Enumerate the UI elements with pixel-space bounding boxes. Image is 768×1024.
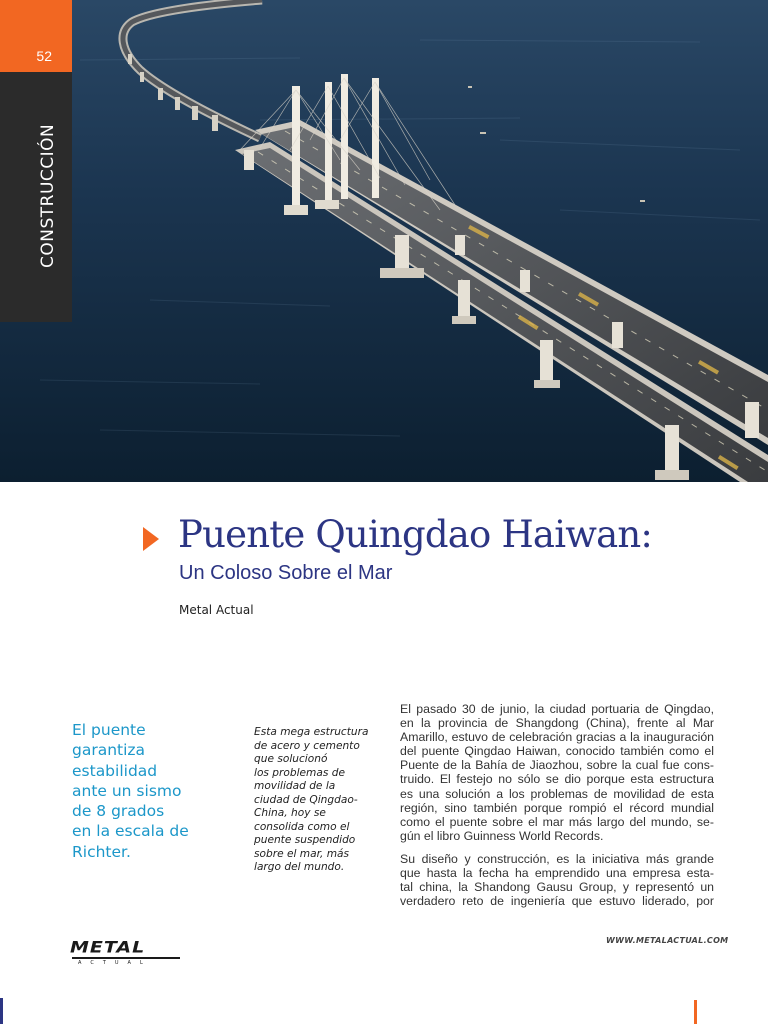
caption-line: sobre el mar, más: [254, 847, 350, 860]
caption-line: China, hoy se: [254, 807, 326, 819]
hero-photo: [0, 0, 768, 482]
metal-actual-logo: [70, 938, 182, 968]
caption-line: ciudad de Qingdao-: [254, 793, 358, 806]
body-line: región, sino también porque rompió el récord mundial: [400, 800, 714, 815]
caption-line: Esta mega estructura: [254, 726, 369, 738]
body-line: verdadero reto de ingeniería que estuvo liderado, por: [400, 894, 714, 909]
page-number: 52: [36, 48, 52, 64]
caption-line: que solucionó: [254, 753, 328, 765]
pull-quote-line: en la escala de: [72, 822, 189, 841]
caption-line: de acero y cemento: [254, 739, 360, 752]
caption-line: movilidad de la: [254, 780, 336, 792]
body-line: Puente de la Bahía de Jiaozhou, sobre la cual fue cons-: [400, 758, 714, 773]
page-number-tab: [0, 0, 72, 72]
body-line: como el puente sobre el mar más largo del mundo, se-: [400, 814, 714, 829]
caption-line: los problemas de: [254, 766, 345, 779]
logo-wordmark: METAL: [70, 938, 146, 957]
pull-quote: [72, 720, 212, 862]
paragraph-gap: [400, 843, 714, 852]
body-line: Amarillo, estuvo de celebración gracias a la inauguración: [400, 730, 714, 745]
caption-line: puente suspendido: [254, 834, 356, 846]
left-edge-mark: [0, 998, 3, 1024]
body-paragraph: [400, 852, 714, 908]
triangle-right-icon: [143, 527, 159, 551]
pull-quote-line: garantiza: [72, 741, 146, 760]
bridge-photo-illustration: [0, 0, 768, 482]
body-line: Su diseño y construcción, es la iniciativa más grande: [400, 851, 714, 866]
pull-quote-line: ante un sismo: [72, 781, 182, 800]
body-line: gún el libro Guinness World Records.: [400, 828, 604, 843]
pull-quote-line: estabilidad: [72, 761, 158, 780]
pull-quote-line: El puente: [72, 721, 146, 739]
body-line: truido. El festejo no sólo se dio porque esta estructura: [400, 772, 714, 787]
body-paragraph: [400, 702, 714, 843]
section-label: CONSTRUCCIÓN: [38, 123, 58, 268]
body-line: El pasado 30 de junio, la ciudad portuaria de Qingdao,: [400, 702, 714, 716]
article-title: Puente Quingdao Haiwan:: [178, 513, 653, 556]
pull-quote-line: de 8 grados: [72, 802, 165, 821]
body-line: es una solución a los problemas de movilidad de esta: [400, 786, 714, 801]
body-line: en la provincia de Shangdong (China), frente al Mar: [400, 716, 714, 731]
body-line: del puente Qingdao Haiwan, conocido también como el: [400, 744, 714, 759]
logo-underline: [72, 957, 180, 959]
article-body: [400, 702, 714, 908]
photo-caption: [254, 726, 379, 875]
caption-line: largo del mundo.: [254, 861, 345, 873]
body-line: que hasta la fecha ha emprendido una empresa esta-: [400, 866, 714, 881]
article-author: Metal Actual: [179, 603, 254, 617]
section-tab: [0, 72, 72, 322]
body-line: tal china, la Shandong Gausu Group, y representó un: [400, 880, 714, 895]
pull-quote-line: Richter.: [72, 842, 131, 861]
website-url[interactable]: WWW.METALACTUAL.COM: [606, 936, 729, 945]
article-subtitle: Un Coloso Sobre el Mar: [179, 562, 393, 584]
caption-line: consolida como el: [254, 820, 350, 833]
right-edge-mark: [694, 1000, 697, 1024]
logo-subtext: ACTUAL: [78, 960, 152, 966]
